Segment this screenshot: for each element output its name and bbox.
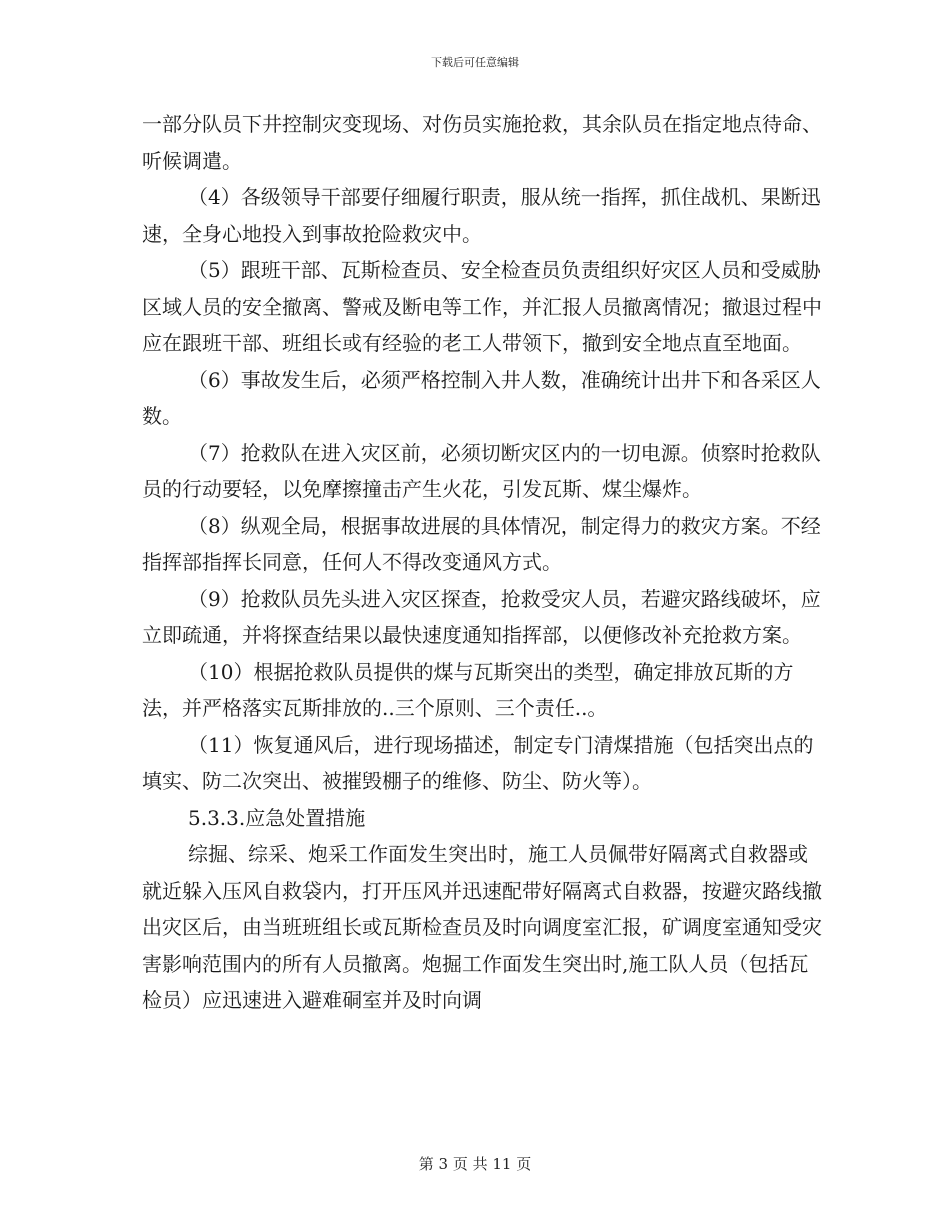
page-header: 下载后可任意编辑 [431,56,519,69]
paragraph-measures: 综掘、综采、炮采工作面发生突出时，施工人员佩带好隔离式自救器或就近躲入压风自救袋内，打开压风并迅速配带好隔离式自救器，按避灾路线撤出灾区后，由当班班组长或瓦斯检查员及时向调度室汇报，矿调度室通知受灾害影响范围内的所有人员撤离。炮掘工作面发生突出时,施工队人员（包括瓦检员）应迅速进入避难硐室并及时向调 [142,842,822,1012]
paragraph-item-5: （5）跟班干部、瓦斯检查员、安全检查员负责组织好灾区人员和受威胁区域人员的安全撤离、警戒及断电等工作，并汇报人员撤离情况；撤退过程中应在跟班干部、班组长或有经验的老工人带领下，撤到安全地点直至地面。 [142,258,822,355]
section-heading: 5.3.3.应急处置措施 [188,805,366,830]
document-body [142,106,822,1019]
page-footer: 第 3 页 共 11 页 [418,1155,532,1173]
paragraph-item-10: （10）根据抢救队员提供的煤与瓦斯突出的类型，确定排放瓦斯的方法，并严格落实瓦斯排放的..三个原则、三个责任..。 [142,659,794,720]
paragraph-continued: 一部分队员下井控制灾变现场、对伤员实施抢救，其余队员在指定地点待命、听候调遣。 [142,112,822,173]
paragraph-item-7: （7）抢救队在进入灾区前，必须切断灾区内的一切电源。侦察时抢救队员的行动要轻，以免摩擦撞击产生火花，引发瓦斯、煤尘爆炸。 [142,440,821,501]
paragraph-item-6: （6）事故发生后，必须严格控制入井人数，准确统计出井下和各采区人数。 [142,367,821,428]
paragraph-item-9: （9）抢救队员先头进入灾区探查，抢救受灾人员，若避灾路线破坏，应立即疏通，并将探查结果以最快速度通知指挥部，以便修改补充抢救方案。 [142,586,821,647]
paragraph-item-4: （4）各级领导干部要仔细履行职责，服从统一指挥，抓住战机、果断迅速，全身心地投入到事故抢险救灾中。 [142,185,821,246]
paragraph-item-11: （11）恢复通风后，进行现场描述，制定专门清煤措施（包括突出点的填实、防二次突出、被摧毁棚子的维修、防尘、防火等）。 [142,732,814,793]
paragraph-item-8: （8）纵观全局，根据事故进展的具体情况，制定得力的救灾方案。不经指挥部指挥长同意，任何人不得改变通风方式。 [142,513,821,574]
